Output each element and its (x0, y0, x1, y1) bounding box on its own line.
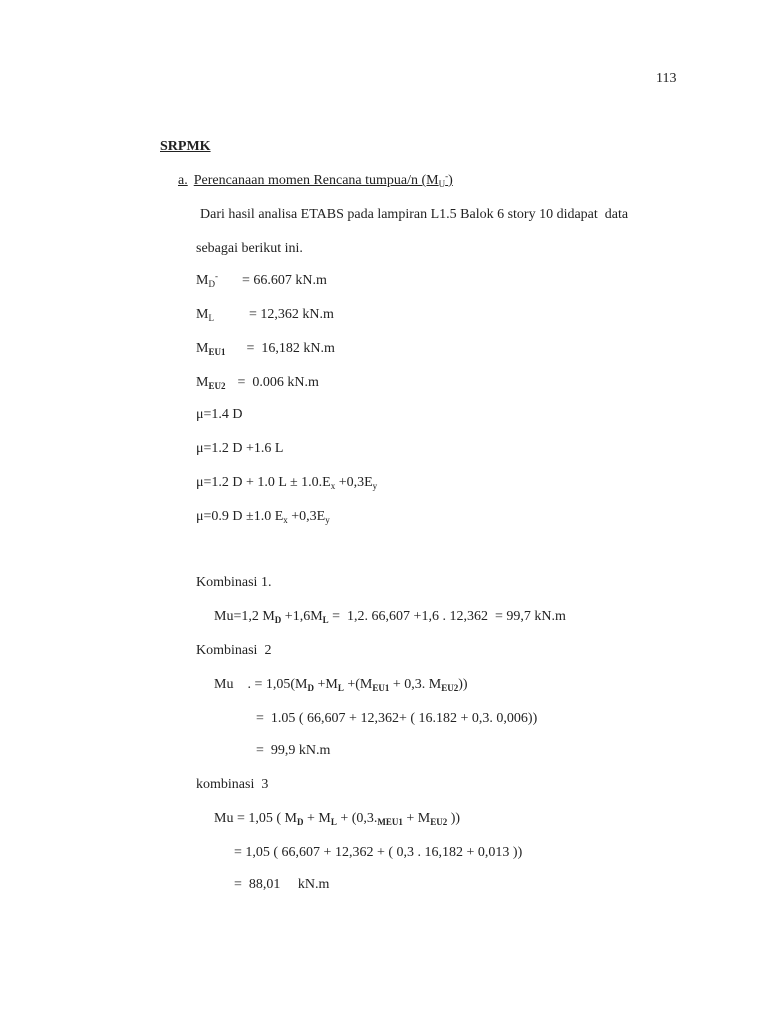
moment-sup: - (214, 271, 218, 281)
moment-meu1 (196, 340, 335, 358)
subsection-label: a. (178, 173, 188, 188)
eq-part: + M (402, 811, 431, 826)
moment-value: = 16,182 kN.m (246, 341, 335, 356)
intro-line-2: sebagai berikut ini. (196, 241, 303, 256)
moment-sub: EU1 (208, 347, 226, 357)
eq-sub: D (307, 683, 314, 693)
page-number: 113 (656, 71, 677, 86)
combo-text: μ=0.9 D ±1.0 E (196, 509, 284, 524)
subsection-text-main: Perencanaan momen Rencana tumpua/n (M (193, 173, 439, 188)
section-heading: SRPMK (160, 139, 211, 154)
eq-part: + M (303, 811, 331, 826)
kombinasi-2-equation-2: = 1.05 ( 66,607 + 12,362+ ( 16.182 + 0,3. 0,006)) (256, 711, 538, 726)
kombinasi-3-equation-1 (214, 810, 460, 828)
eq-sub: MEU1 (377, 817, 403, 827)
kombinasi-3-equation-3: = 88,01 kN.m (234, 877, 330, 892)
subsection-title (178, 172, 453, 190)
combo-sub: x (330, 481, 336, 491)
subsection-text-end: ) (448, 173, 453, 188)
moment-value: = 66.607 kN.m (241, 273, 327, 288)
eq-sub: L (322, 615, 329, 625)
load-combo-4 (196, 508, 330, 526)
kombinasi-2-equation-3: = 99,9 kN.m (256, 743, 331, 758)
eq-sub: EU2 (430, 817, 448, 827)
eq-sub: D (274, 615, 282, 625)
eq-part: Mu . = 1,05(M (214, 677, 308, 692)
eq-part: +M (313, 677, 338, 692)
kombinasi-3-title: kombinasi 3 (196, 777, 269, 792)
subsection-text (194, 173, 453, 188)
eq-part: +1,6M (281, 609, 323, 624)
eq-part: + (0,3. (336, 811, 378, 826)
kombinasi-3-equation-2: = 1,05 ( 66,607 + 12,362 + ( 0,3 . 16,182 + 0,013 )) (234, 845, 523, 860)
eq-sub: L (337, 683, 344, 693)
subsection-sup: - (445, 171, 449, 181)
moment-md (196, 272, 327, 290)
combo-text: +0,3E (335, 475, 373, 490)
eq-part: )) (447, 811, 461, 826)
combo-sub: x (283, 515, 288, 525)
eq-sub: L (330, 817, 337, 827)
eq-part: +(M (343, 677, 373, 692)
subsection-sub: U (438, 179, 446, 189)
kombinasi-2-title: Kombinasi 2 (196, 643, 272, 658)
eq-part: Mu=1,2 M (214, 609, 275, 624)
eq-sub: EU2 (441, 683, 459, 693)
combo-sub: y (325, 515, 330, 525)
eq-part: + 0,3. M (389, 677, 442, 692)
moment-sub: EU2 (208, 381, 226, 391)
combo-text: μ=1.2 D + 1.0 L ± 1.0.E (196, 475, 331, 490)
moment-ml (196, 306, 334, 324)
combo-text: +0,3E (287, 509, 326, 524)
eq-part: = 1,2. 66,607 +1,6 . 12,362 = 99,7 kN.m (328, 609, 566, 624)
moment-symbol: M (196, 375, 209, 390)
combo-sub: y (372, 481, 378, 491)
moment-sub: D (208, 279, 215, 289)
eq-sub: D (296, 817, 304, 827)
moment-symbol: M (196, 273, 209, 288)
kombinasi-2-equation-1 (214, 676, 468, 694)
eq-part: )) (458, 677, 468, 692)
moment-sub: L (208, 313, 214, 323)
intro-line-1: Dari hasil analisa ETABS pada lampiran L1.5 Balok 6 story 10 didapat data (200, 207, 629, 222)
moment-value: = 0.006 kN.m (237, 375, 319, 390)
kombinasi-1-equation (214, 608, 566, 626)
eq-sub: EU1 (372, 683, 390, 693)
eq-part: Mu = 1,05 ( M (214, 811, 297, 826)
moment-value: = 12,362 kN.m (248, 307, 334, 322)
load-combo-1: μ=1.4 D (196, 407, 243, 422)
moment-symbol: M (196, 341, 209, 356)
moment-meu2 (196, 374, 319, 392)
moment-symbol: M (196, 307, 209, 322)
kombinasi-1-title: Kombinasi 1. (196, 575, 272, 590)
load-combo-2: μ=1.2 D +1.6 L (196, 441, 284, 456)
load-combo-3 (196, 474, 377, 492)
